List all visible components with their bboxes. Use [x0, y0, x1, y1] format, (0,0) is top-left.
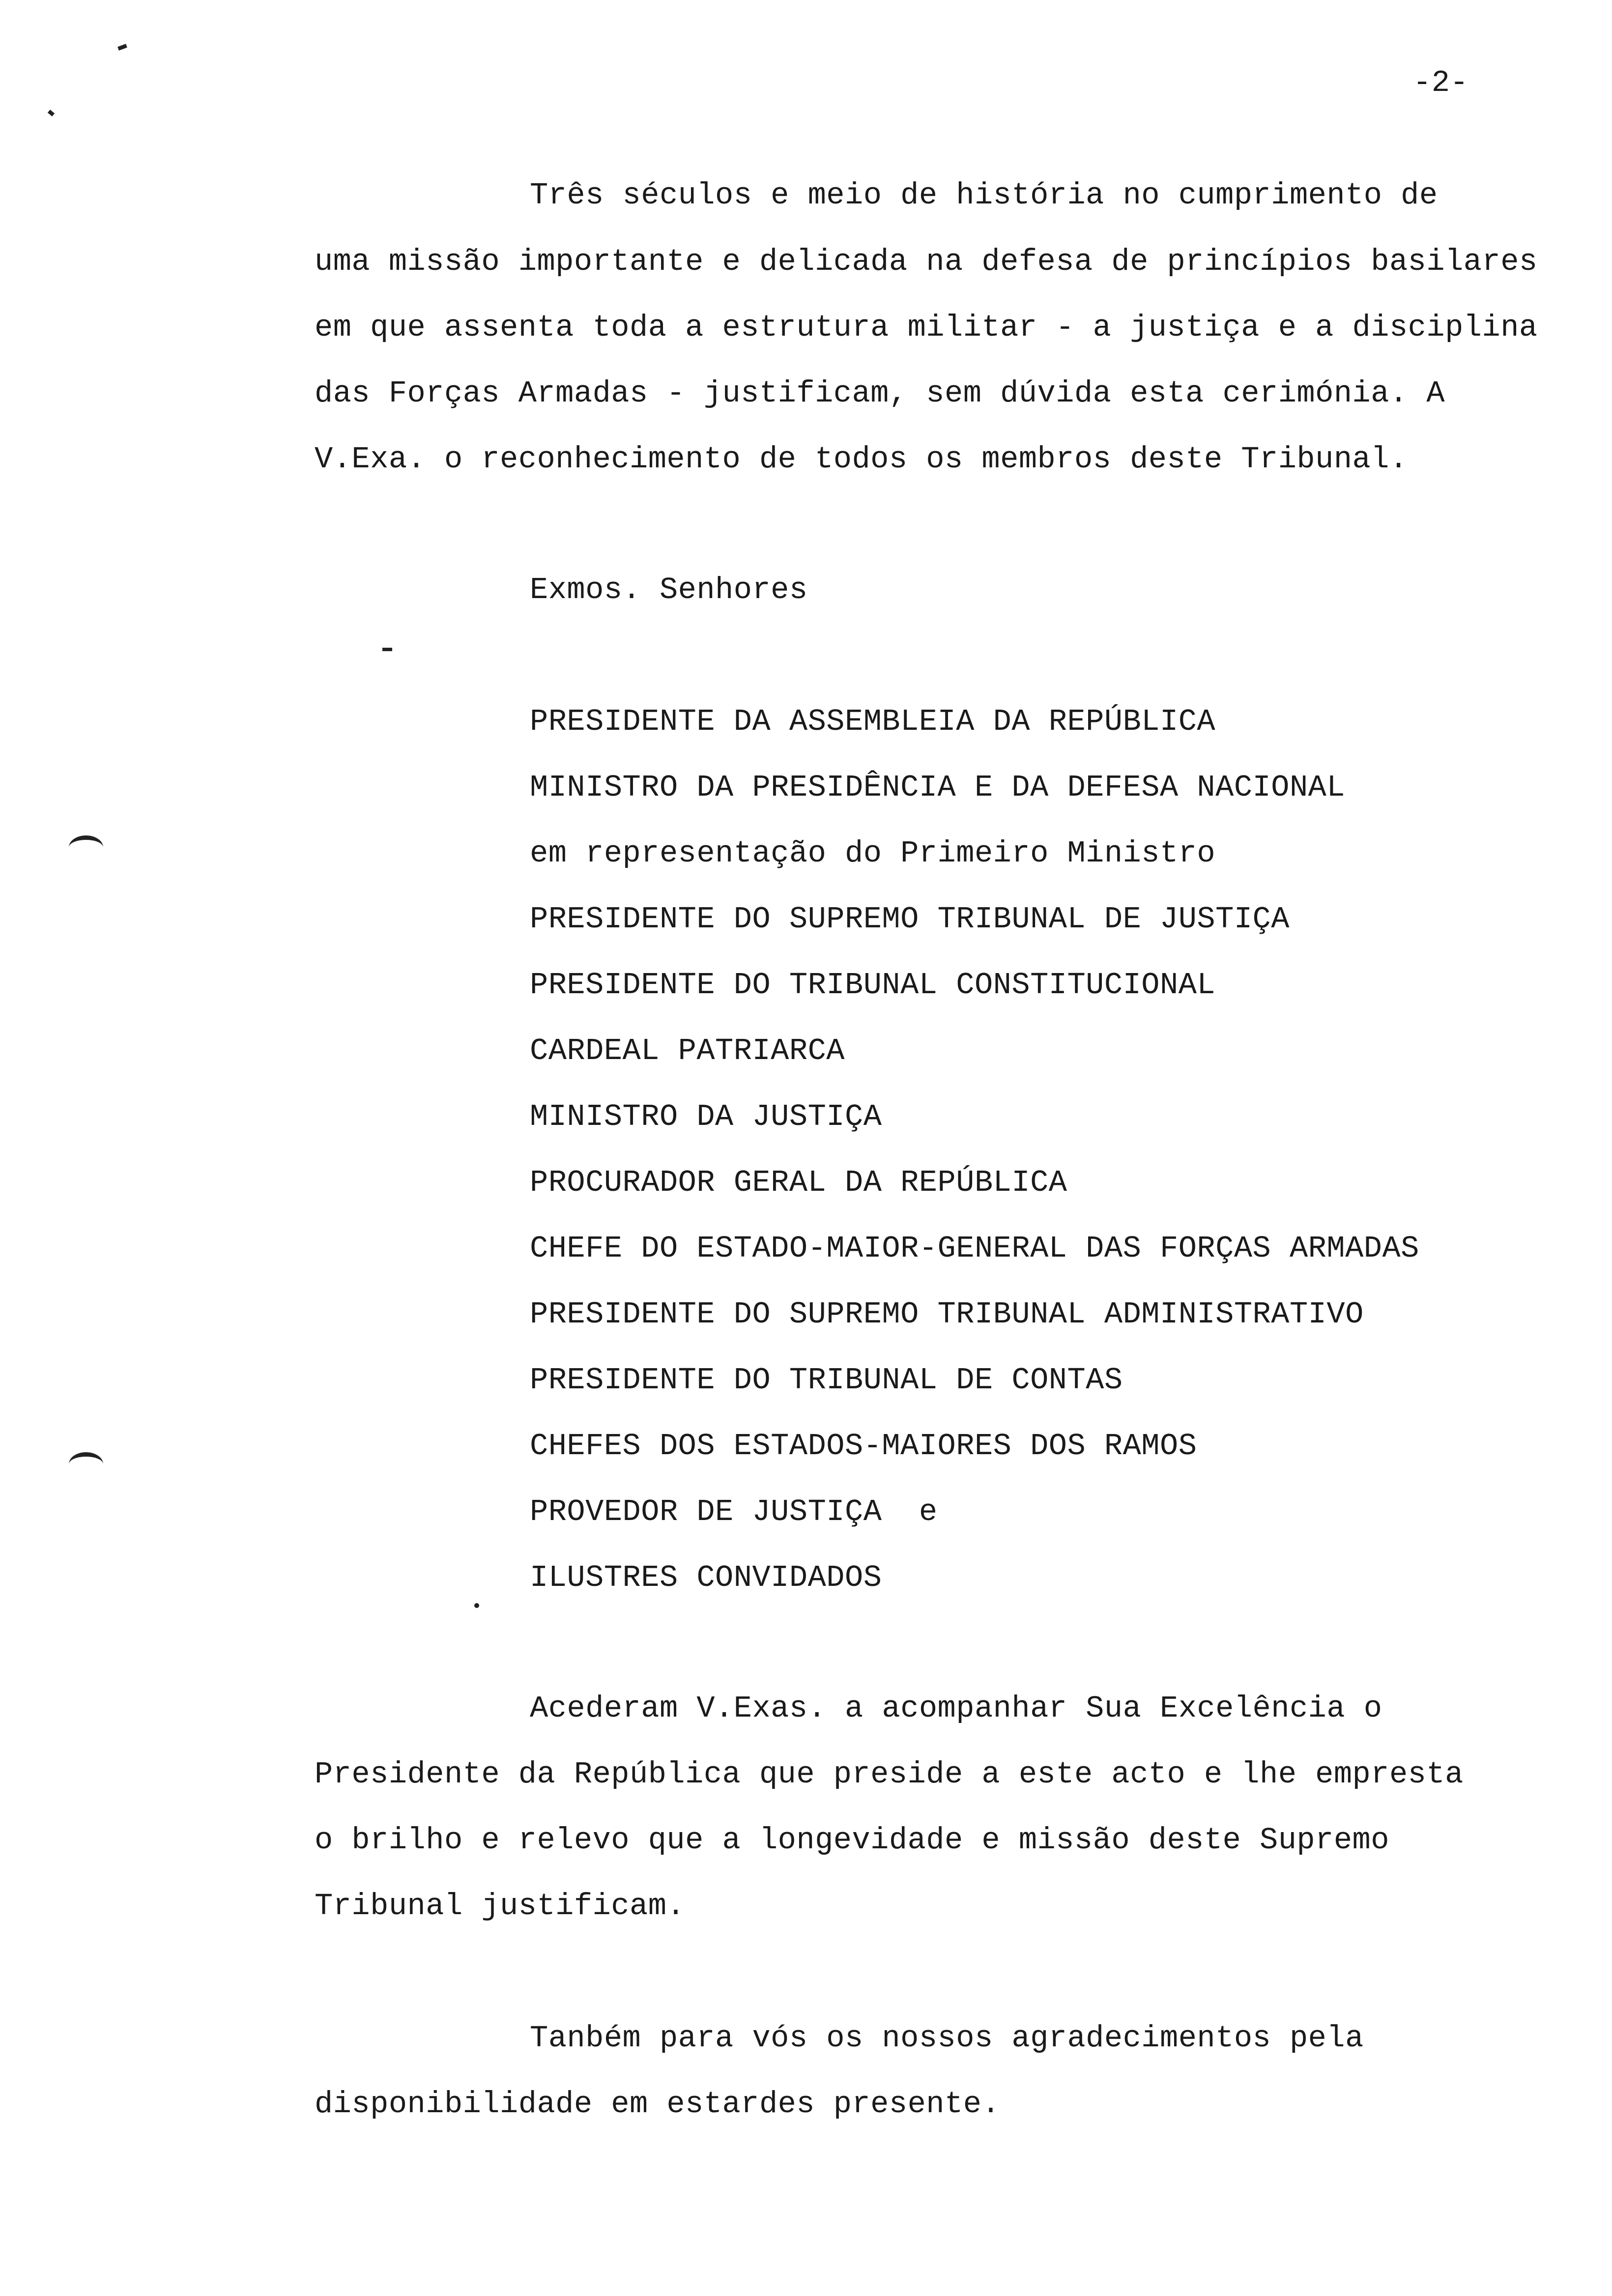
addressee-line: PRESIDENTE DO SUPREMO TRIBUNAL DE JUSTIÇA [530, 902, 1290, 937]
paragraph3-line: disponibilidade em estardes presente. [315, 2087, 1001, 2122]
paragraph1-line: das Forças Armadas - justificam, sem dúvida esta cerimónia. A [315, 376, 1445, 411]
addressee-line: ILUSTRES CONVIDADOS [530, 1560, 882, 1595]
punch-hole-mark [69, 1452, 103, 1476]
paragraph1-line: em que assenta toda a estrutura militar - a justiça e a disciplina [315, 310, 1538, 345]
addressee-line: PROVEDOR DE JUSTIÇA e [530, 1494, 938, 1529]
paragraph2-line: o brilho e relevo que a longevidade e missão deste Supremo [315, 1823, 1389, 1858]
paragraph1-line: Três séculos e meio de história no cumprimento de [530, 178, 1438, 213]
paragraph2-line: Acederam V.Exas. a acompanhar Sua Excelência o [530, 1691, 1382, 1726]
paragraph1-line: uma missão importante e delicada na defesa de princípios basilares [315, 244, 1538, 279]
scan-mark [117, 44, 127, 51]
paragraph2-line: Presidente da República que preside a este acto e lhe empresta [315, 1757, 1464, 1792]
addressee-line: CHEFES DOS ESTADOS-MAIORES DOS RAMOS [530, 1429, 1197, 1464]
salutation: Exmos. Senhores [530, 573, 808, 607]
addressee-line: em representação do Primeiro Ministro [530, 836, 1216, 871]
addressee-line: MINISTRO DA PRESIDÊNCIA E DA DEFESA NACIONAL [530, 770, 1346, 805]
punch-hole-mark [69, 835, 103, 860]
paragraph1-line: V.Exa. o reconhecimento de todos os membros deste Tribunal. [315, 442, 1408, 477]
page-number: -2- [1413, 65, 1469, 100]
addressee-line: PRESIDENTE DO SUPREMO TRIBUNAL ADMINISTRATIVO [530, 1297, 1364, 1332]
addressee-line: PRESIDENTE DA ASSEMBLEIA DA REPÚBLICA [530, 704, 1216, 739]
addressee-line: CHEFE DO ESTADO-MAIOR-GENERAL DAS FORÇAS ARMADAS [530, 1231, 1419, 1266]
addressee-line: CARDEAL PATRIARCA [530, 1033, 845, 1068]
scan-mark [48, 110, 55, 116]
paragraph3-line: Tanbém para vós os nossos agradecimentos pela [530, 2021, 1364, 2056]
scan-mark [382, 648, 392, 651]
addressee-line: PRESIDENTE DO TRIBUNAL CONSTITUCIONAL [530, 968, 1216, 1003]
addressee-line: PRESIDENTE DO TRIBUNAL DE CONTAS [530, 1363, 1123, 1398]
scan-mark [474, 1603, 479, 1608]
addressee-line: PROCURADOR GERAL DA REPÚBLICA [530, 1165, 1067, 1200]
paragraph2-line: Tribunal justificam. [315, 1889, 686, 1923]
addressee-line: MINISTRO DA JUSTIÇA [530, 1099, 882, 1134]
